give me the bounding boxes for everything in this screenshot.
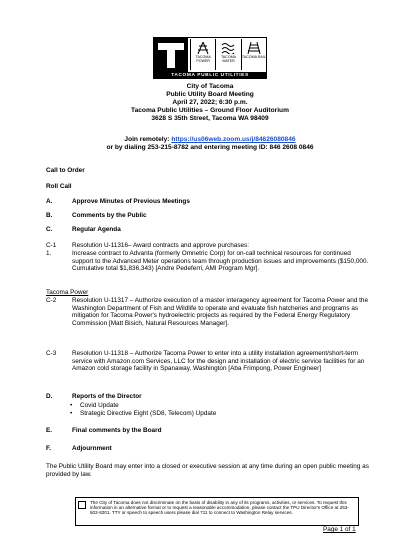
notice-text: The City of Tacoma does not discriminate on the basis of disability in any of its programs, activities, or services. To request this information in an alternative format or to request a reasonable accommodation, please contact the TPU Director's Office at 253-502-8201. TTY or speech to speech users please dial 711 to connect to Washington Relay services.: [90, 500, 349, 516]
item-b-letter: B.: [46, 212, 53, 219]
header-date: April 27, 2022; 6:30 p.m.: [172, 99, 248, 106]
accessibility-notice: [75, 497, 359, 526]
item-f-letter: F.: [46, 445, 51, 452]
t-logo-icon: [154, 38, 188, 72]
call-to-order: Call to Order: [46, 167, 85, 174]
item-d-title: Reports of the Director: [72, 393, 142, 400]
director-reports-list: [70, 402, 216, 417]
logo-unit-rail: TACOMA RAIL: [241, 39, 266, 70]
dial-in-text: or by dialing 253-215-8782 and entering meeting ID: 846 2608 0846: [106, 144, 314, 151]
item-a-letter: A.: [46, 198, 53, 205]
header-title: Public Utility Board Meeting: [166, 91, 254, 98]
tacoma-power-heading: Tacoma Power: [46, 289, 89, 296]
remote-label: Join remotely:: [124, 136, 170, 143]
rail-tracks-icon: [247, 42, 261, 54]
c1-sub-text: Increase contract to Advanta (formerly Omnetric Corp) for on-call technical resources for continued support to the Advanced Meter operations team through production issues and improvements ($150,000. Cumulative total $1,836,343) [Andre Pedeferri, AMI Program Mgr].: [72, 250, 369, 273]
page-number: Page 1 of 1: [323, 526, 356, 533]
header-city: City of Tacoma: [186, 83, 234, 90]
c2-number: C-2: [46, 297, 57, 304]
item-d-letter: D.: [46, 393, 53, 400]
logo-unit-water: TACOMA WATER: [215, 39, 240, 70]
c1-number: C-1: [46, 242, 57, 249]
header-address: 3628 S 35th Street, Tacoma WA 98409: [151, 115, 269, 122]
item-c-title: Regular Agenda: [72, 226, 121, 233]
item-b-title: Comments by the Public: [72, 212, 147, 219]
item-f-title: Adjournment: [72, 445, 112, 452]
logo-unit-power: TACOMA POWER: [190, 39, 215, 70]
tacoma-public-utilities-logo: [153, 37, 267, 79]
item-e-letter: E.: [46, 427, 53, 434]
notice-box-icon: [78, 501, 86, 509]
c1-sub-number: 1.: [46, 250, 52, 257]
remote-join-info: [0, 136, 420, 152]
item-a-title: Approve Minutes of Previous Meetings: [72, 198, 190, 205]
roll-call: Roll Call: [46, 183, 72, 190]
item-e-title: Final comments by the Board: [72, 427, 162, 434]
closing-statement: The Public Utility Board may enter into a closed or executive session at any time during an open public meeting as provided by law.: [46, 463, 369, 478]
power-lines-icon: [196, 42, 210, 54]
meeting-header: [0, 83, 420, 123]
list-item: • Strategic Directive Eight (SD8, Telecom) Update: [70, 410, 216, 418]
header-location: Tacoma Public Utilities – Ground Floor Auditorium: [131, 107, 289, 114]
zoom-link[interactable]: https://us06web.zoom.us/j/84626080846: [171, 136, 296, 143]
c1-title: Resolution U-11316– Award contracts and approve purchases:: [72, 242, 250, 249]
c3-text: Resolution U-11318 – Authorize Tacoma Power to enter into a utility installation agreement/short-term service with Amazon.com Services, LLC for the design and installation of electric service facilities for an Amazon cold storage facility in Spanaway, Washington [Aba Frimpong, Power Engineer]: [72, 350, 365, 373]
item-c-letter: C.: [46, 226, 53, 233]
c2-text: Resolution U-11317 – Authorize execution of a master interagency agreement for Tacoma Power and the Washington Department of Fish and Wildlife to operate and evaluate fish hatcheries and programs as mitigation for Tacoma Power's hydroelectric projects as required by the Federal Energy Regulatory Commission [Matt Bisich, Natural Resources Manager].: [72, 297, 369, 328]
water-waves-icon: [221, 42, 235, 54]
list-item: • Covid Update: [70, 402, 216, 410]
c3-number: C-3: [46, 350, 57, 357]
logo-org-name: TACOMA PUBLIC UTILITIES: [154, 72, 266, 79]
